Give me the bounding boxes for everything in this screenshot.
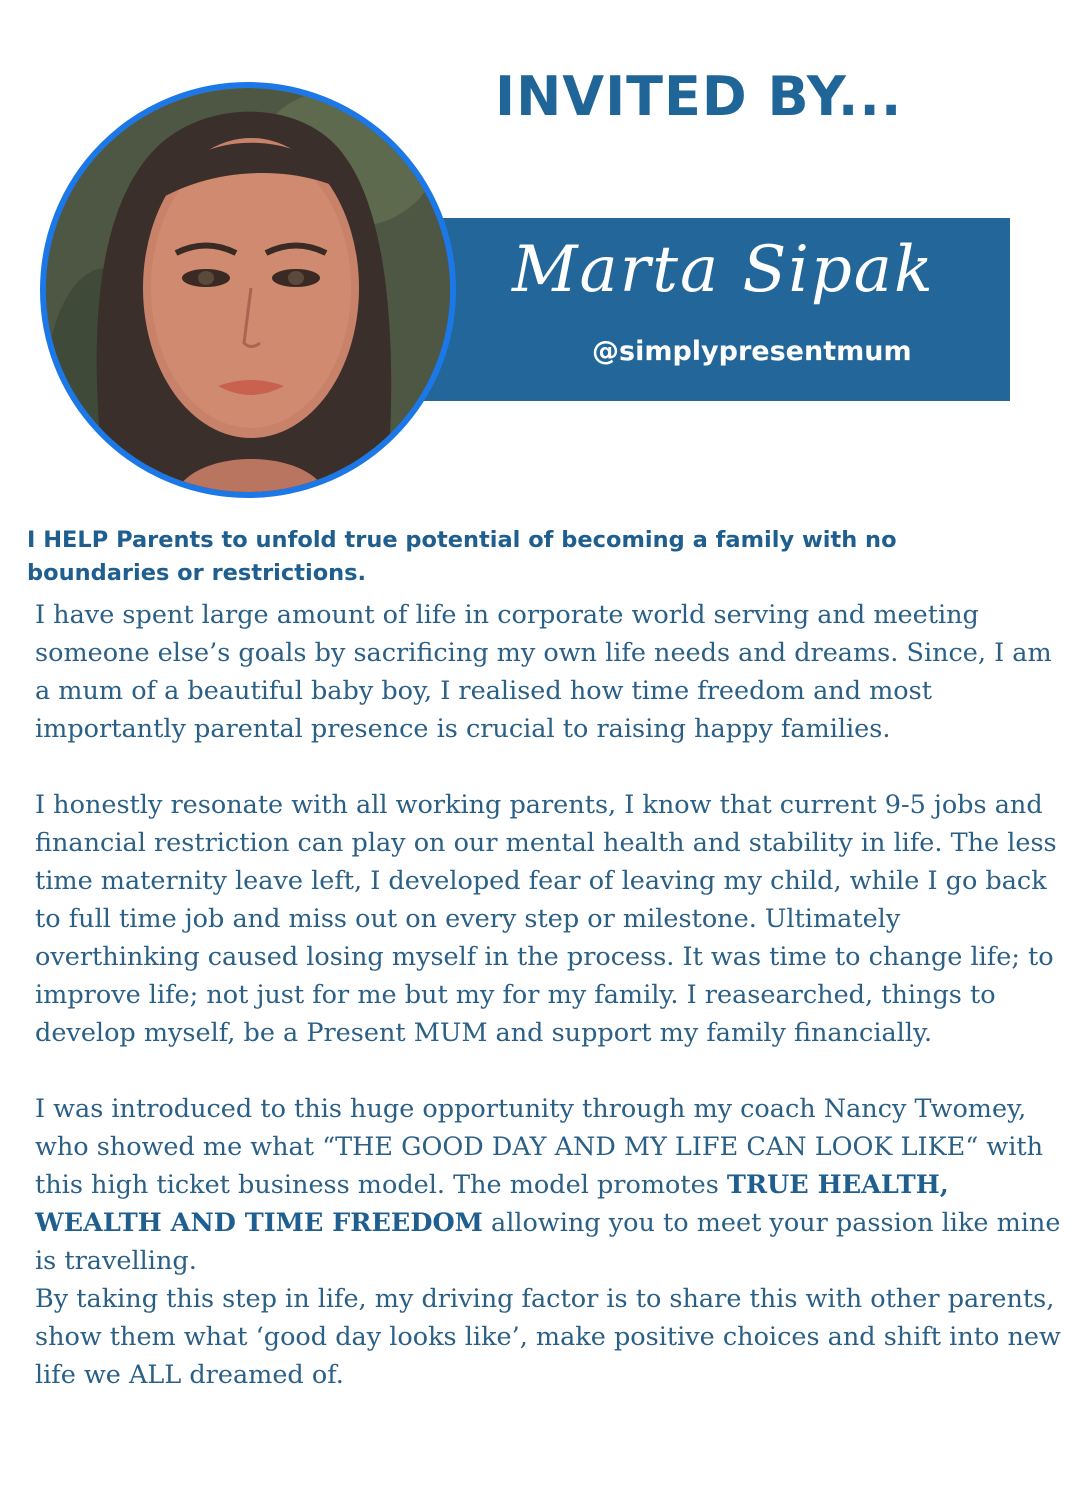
bio-paragraph-3 [35,1090,1065,1280]
tagline: I HELP Parents to unfold true potential of becoming a family with no boundaries or restrictions. [27,527,897,586]
page-title: INVITED BY... [495,65,903,128]
bio-paragraph-4: By taking this step in life, my driving factor is to share this with other parents, show them what ‘good day looks like’, make positive choices and shift into new life we ALL dreamed of. [35,1284,1061,1390]
signature-name: Marta Sipak [512,233,935,307]
social-handle: @simplypresentmum [592,336,912,367]
bio-highlight: TRUE HEALTH, WEALTH AND TIME FREEDOM [35,1170,949,1238]
bio-paragraph-1: I have spent large amount of life in corporate world serving and meeting someone else’s goals by sacrificing my own life needs and dreams. Since, I am a mum of a beautiful baby boy, I realised how time freedom and most importantly parental presence is crucial to raising happy families. [35,600,1052,744]
bio-text [35,596,1065,1394]
bio-paragraph-3-start: I was introduced to this huge opportunity through my coach Nancy Twomey, who showed me what “THE GOOD DAY AND MY LIFE CAN LOOK LIKE“ with this high ticket business model. The model promotes [35,1094,1044,1200]
avatar [40,82,456,498]
bio-paragraph-2: I honestly resonate with all working parents, I know that current 9-5 jobs and financial restriction can play on our mental health and stability in life. The less time maternity leave left, I developed fear of leaving my child, while I go back to full time job and miss out on every step or milestone. Ultimately overthinking caused losing myself in the process. It was time to change life; to improve life; not just for me but my for my family. I reasearched, things to develop myself, be a Present MUM and support my family financially. [35,790,1057,1048]
portrait-photo [46,88,450,492]
bio-paragraph-3-end: allowing you to meet your passion like mine is travelling. [35,1208,1061,1276]
